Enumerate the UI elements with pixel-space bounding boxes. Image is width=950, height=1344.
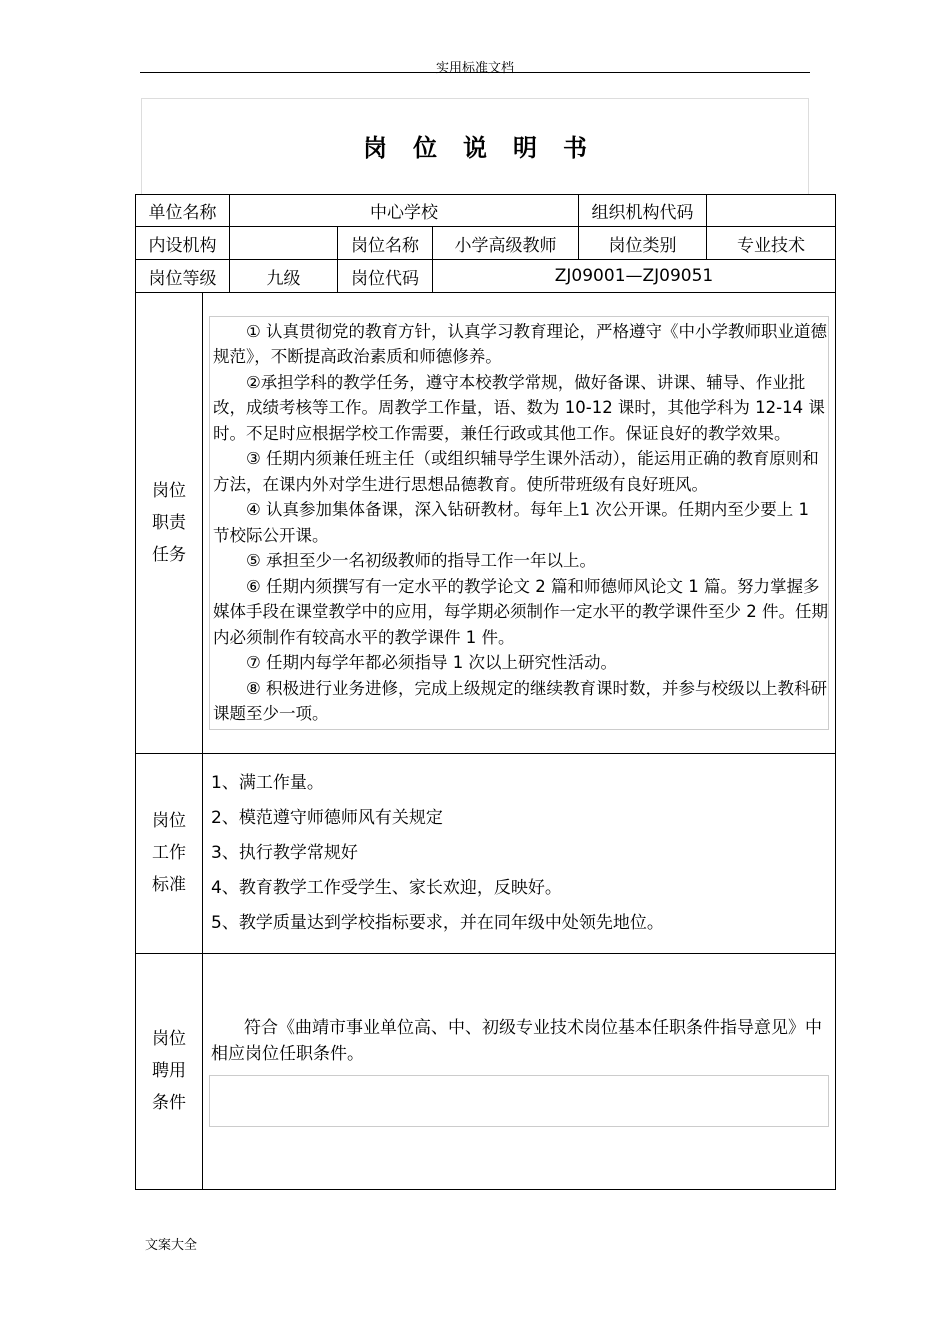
internal-org-value bbox=[230, 227, 338, 260]
conditions-box bbox=[203, 1015, 835, 1127]
document-title: 岗位说明书 bbox=[363, 134, 613, 162]
standard-item: 2、模范遵守师德师风有关规定 bbox=[211, 807, 443, 828]
post-category-value: 专业技术 bbox=[707, 227, 836, 260]
conditions-label: 岗位 聘用 条件 bbox=[136, 953, 203, 1189]
unit-name-value: 中心学校 bbox=[230, 195, 579, 227]
page-footer-text: 文案大全 bbox=[145, 1238, 198, 1253]
standards-content bbox=[203, 753, 836, 953]
duty-item: ④ 认真参加集体备课，深入钻研教材。每年上1 次公开课。任期内至少要上 1 节校际公开课。 bbox=[213, 500, 810, 545]
post-level-label: 岗位等级 bbox=[136, 260, 230, 293]
row-level bbox=[136, 260, 836, 293]
post-name-value: 小学高级教师 bbox=[433, 227, 579, 260]
duty-item: ③ 任期内须兼任班主任（或组织辅导学生课外活动），能运用正确的教育原则和方法，在课内外对学生进行思想品德教育。使所带班级有良好班风。 bbox=[213, 449, 819, 494]
standards-list bbox=[203, 760, 835, 947]
conditions-empty-box bbox=[209, 1075, 829, 1127]
standard-item: 5、教学质量达到学校指标要求，并在同年级中处领先地位。 bbox=[211, 912, 664, 933]
internal-org-label: 内设机构 bbox=[136, 227, 230, 260]
post-level-value: 九级 bbox=[230, 260, 338, 293]
page-header-text: 实用标准文档 bbox=[435, 61, 514, 76]
duty-item: ⑦ 任期内每学年都必须指导 1 次以上研究性活动。 bbox=[246, 653, 618, 673]
unit-name-label: 单位名称 bbox=[136, 195, 230, 227]
standard-item: 3、执行教学常规好 bbox=[211, 842, 358, 863]
post-code-label: 岗位代码 bbox=[338, 260, 433, 293]
job-description-table bbox=[135, 194, 836, 1190]
duty-item: ⑤ 承担至少一名初级教师的指导工作一年以上。 bbox=[246, 551, 597, 571]
duty-item: ②承担学科的教学任务，遵守本校教学常规，做好备课、讲课、辅导、作业批改，成绩考核等工作。周教学工作量，语、数为 10-12 课时，其他学科为 12-14 课时。不足时应根据学校工作需要，兼任行政或其他工作。保证良好的教学效果。 bbox=[213, 372, 825, 443]
duties-label: 岗位 职责 任务 bbox=[136, 293, 203, 753]
post-name-label: 岗位名称 bbox=[338, 227, 433, 260]
row-standards bbox=[136, 753, 836, 953]
org-code-label: 组织机构代码 bbox=[579, 195, 707, 227]
conditions-content bbox=[203, 953, 836, 1189]
conditions-text: 符合《曲靖市事业单位高、中、初级专业技术岗位基本任职条件指导意见》中相应岗位任职条件。 bbox=[211, 1018, 822, 1065]
duties-content bbox=[203, 293, 836, 753]
post-category-label: 岗位类别 bbox=[579, 227, 707, 260]
duty-item: ⑧ 积极进行业务进修，完成上级规定的继续教育课时数，并参与校级以上教科研课题至少一项。 bbox=[213, 678, 828, 724]
standard-item: 4、教育教学工作受学生、家长欢迎，反映好。 bbox=[211, 877, 562, 898]
standards-label: 岗位 工作 标准 bbox=[136, 753, 203, 953]
row-unit bbox=[136, 195, 836, 227]
duty-item: ⑥ 任期内须撰写有一定水平的教学论文 2 篇和师德师风论文 1 篇。努力掌握多媒体手段在课堂教学中的应用，每学期必须制作一定水平的教学课件至少 2 件。任期内必须制作有较高水平的教学课件 1 件。 bbox=[213, 576, 828, 647]
row-internal bbox=[136, 227, 836, 260]
duties-box bbox=[209, 316, 829, 730]
row-conditions bbox=[136, 953, 836, 1189]
standard-item: 1、满工作量。 bbox=[211, 772, 324, 793]
duty-item: ① 认真贯彻党的教育方针，认真学习教育理论，严格遵守《中小学教师职业道德规范》，不断提高政治素质和师德修养。 bbox=[213, 321, 828, 367]
post-code-value: ZJ09001—ZJ09051 bbox=[433, 260, 836, 293]
row-duties bbox=[136, 293, 836, 753]
org-code-value bbox=[707, 195, 836, 227]
header-rule bbox=[140, 72, 810, 73]
